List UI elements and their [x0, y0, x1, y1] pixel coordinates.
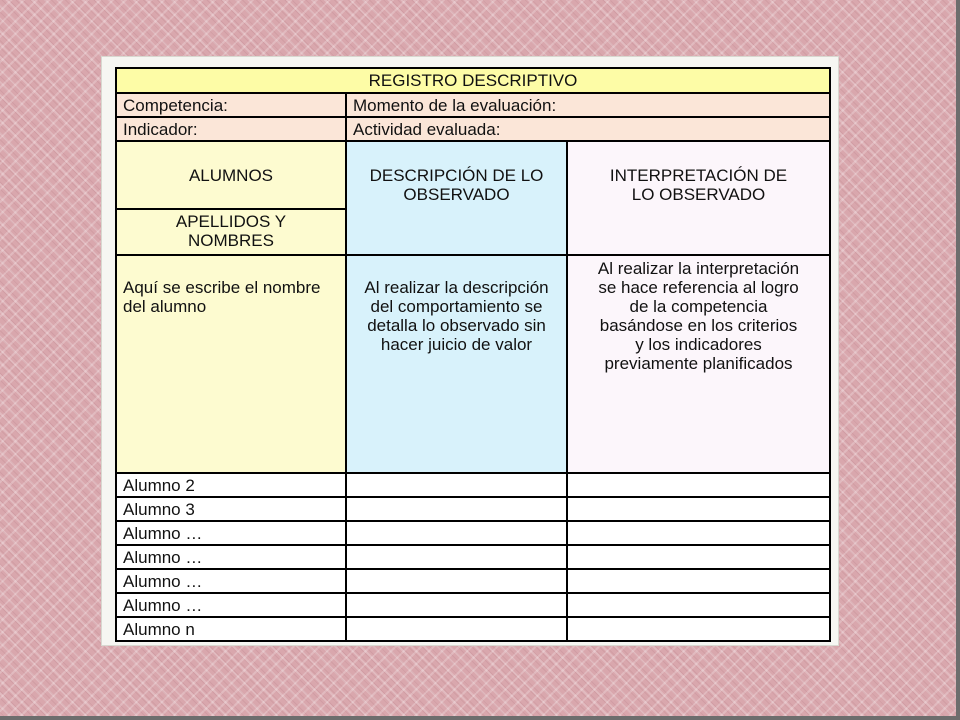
interpretacion-cell — [567, 497, 830, 521]
interpretacion-cell — [567, 521, 830, 545]
student-row-label: Alumno … — [116, 545, 346, 569]
descripcion-cell — [346, 521, 567, 545]
header-apellidos: APELLIDOS Y NOMBRES — [116, 209, 346, 255]
header-alumnos: ALUMNOS — [116, 141, 346, 209]
descripcion-cell — [346, 593, 567, 617]
registro-descriptivo-table — [115, 67, 831, 642]
descripcion-cell — [346, 473, 567, 497]
competencia-field: Competencia: — [116, 93, 346, 117]
interpretacion-cell — [567, 569, 830, 593]
student-row-label: Alumno … — [116, 521, 346, 545]
actividad-field: Actividad evaluada: — [346, 117, 830, 141]
example-alumno-cell: Aquí se escribe el nombre del alumno — [116, 255, 346, 473]
interpretacion-cell — [567, 617, 830, 641]
example-interpretacion-cell: Al realizar la interpretación se hace referencia al logro de la competencia basándose en los criterios y los indicadores previamente planificados — [567, 255, 830, 473]
student-row-label: Alumno … — [116, 593, 346, 617]
table-title: REGISTRO DESCRIPTIVO — [116, 68, 830, 93]
descripcion-cell — [346, 497, 567, 521]
indicador-field: Indicador: — [116, 117, 346, 141]
interpretacion-cell — [567, 593, 830, 617]
header-interpretacion: INTERPRETACIÓN DE LO OBSERVADO — [567, 141, 830, 255]
example-descripcion-cell: Al realizar la descripción del comportamiento se detalla lo observado sin hacer juicio de valor — [346, 255, 567, 473]
student-row-label: Alumno n — [116, 617, 346, 641]
interpretacion-cell — [567, 473, 830, 497]
student-row-label: Alumno 2 — [116, 473, 346, 497]
momento-field: Momento de la evaluación: — [346, 93, 830, 117]
student-row-label: Alumno 3 — [116, 497, 346, 521]
descripcion-cell — [346, 569, 567, 593]
header-descripcion: DESCRIPCIÓN DE LO OBSERVADO — [346, 141, 567, 255]
descripcion-cell — [346, 617, 567, 641]
student-row-label: Alumno … — [116, 569, 346, 593]
descripcion-cell — [346, 545, 567, 569]
interpretacion-cell — [567, 545, 830, 569]
